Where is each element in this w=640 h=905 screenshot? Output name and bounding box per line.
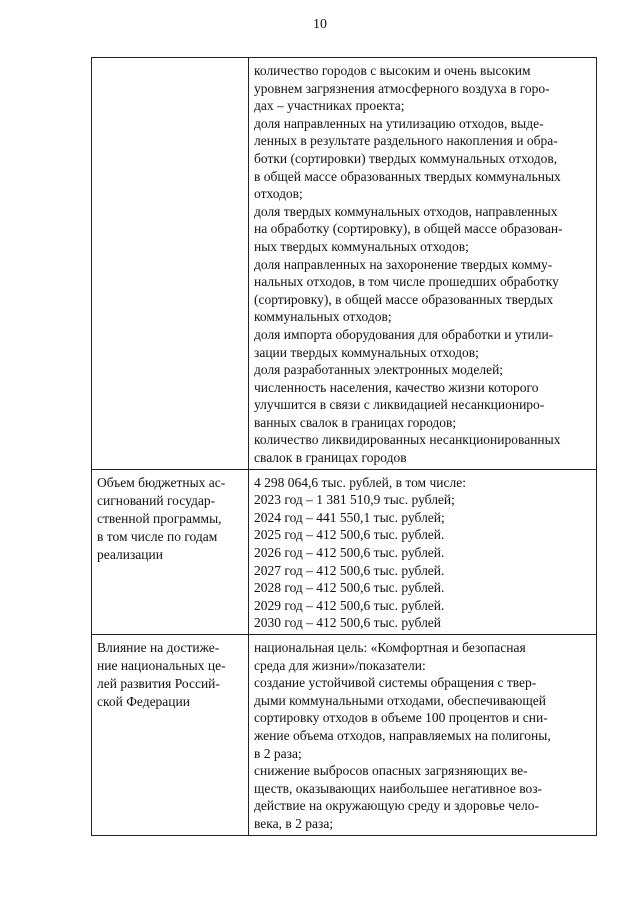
row-content-line: доля твердых коммунальных отходов, направленных xyxy=(254,203,558,219)
row-content-line: отходов; xyxy=(254,186,303,202)
row-content-line: национальная цель: «Комфортная и безопасная xyxy=(254,640,526,655)
row-label-line: лей развития Россий- xyxy=(97,676,220,691)
row-label-line: ние национальных це- xyxy=(97,658,226,673)
row-content-line: в 2 раза; xyxy=(254,745,302,761)
row-content-line: дах – участниках проекта; xyxy=(254,98,405,114)
row-content-line: ленных в результате раздельного накопления и обра- xyxy=(254,133,558,149)
row-label-cell xyxy=(92,58,249,470)
row-content-line: дыми коммунальными отходами, обеспечивающей xyxy=(254,692,546,708)
row-content-line: коммунальных отходов; xyxy=(254,309,392,325)
row-content-line: жение объема отходов, направляемых на полигоны, xyxy=(254,727,551,743)
row-content-line: среда для жизни»/показатели: xyxy=(254,657,426,673)
row-content-line: ванных свалок в границах городов; xyxy=(254,414,457,430)
row-content-line: в общей массе образованных твердых коммунальных xyxy=(254,168,561,184)
row-content-line: количество городов с высоким и очень высоким xyxy=(254,63,531,78)
table-row xyxy=(92,635,597,836)
row-content-line: доля направленных на утилизацию отходов, выде- xyxy=(254,115,544,131)
row-content-line: доля разработанных электронных моделей; xyxy=(254,362,504,378)
row-content-line: свалок в границах городов xyxy=(254,450,407,466)
row-content-cell xyxy=(249,469,597,634)
row-content-line: создание устойчивой системы обращения с твер- xyxy=(254,675,537,691)
row-content-line: 2029 год – 412 500,6 тыс. рублей. xyxy=(254,597,445,613)
row-content-line: 2024 год – 441 550,1 тыс. рублей; xyxy=(254,509,445,525)
row-content-cell xyxy=(249,635,597,836)
row-content-line: ботки (сортировки) твердых коммунальных отходов, xyxy=(254,150,558,166)
row-content-line: численность населения, качество жизни которого xyxy=(254,379,539,395)
row-content-line: 2026 год – 412 500,6 тыс. рублей. xyxy=(254,545,445,561)
row-content-line: ных твердых коммунальных отходов; xyxy=(254,238,469,254)
row-content-line: 2027 год – 412 500,6 тыс. рублей. xyxy=(254,562,445,578)
row-content-line: 2025 год – 412 500,6 тыс. рублей. xyxy=(254,527,445,543)
table-row xyxy=(92,58,597,470)
row-content-line: доля направленных на захоронение твердых комму- xyxy=(254,256,553,272)
row-label-line: Влияние на достиже- xyxy=(97,640,220,655)
row-label-line: Объем бюджетных ас- xyxy=(97,474,226,490)
row-label-cell xyxy=(92,469,249,634)
row-content-line: века, в 2 раза; xyxy=(254,815,334,831)
row-content-line: зации твердых коммунальных отходов; xyxy=(254,344,479,360)
row-content-cell xyxy=(249,58,597,470)
row-content-line: снижение выбросов опасных загрязняющих ве- xyxy=(254,763,528,779)
row-content-line: уровнем загрязнения атмосферного воздуха в горо- xyxy=(254,80,550,96)
row-label-line: ской Федерации xyxy=(97,694,190,709)
row-content-line: нальных отходов, в том числе прошедших обработку xyxy=(254,274,559,290)
table-row xyxy=(92,469,597,634)
row-content-line: количество ликвидированных несанкционированных xyxy=(254,432,561,448)
program-passport-table xyxy=(91,57,597,836)
page-number: 10 xyxy=(313,17,327,32)
row-label-cell xyxy=(92,635,249,836)
row-label-line: сигнований государ- xyxy=(97,492,216,508)
row-content-line: действие на окружающую среду и здоровье чело- xyxy=(254,798,540,814)
row-content-line: улучшится в связи с ликвидацией несанкциониро- xyxy=(254,397,545,413)
row-content-line: 2028 год – 412 500,6 тыс. рублей. xyxy=(254,580,445,596)
row-content-line: ществ, оказывающих наибольшее негативное воз- xyxy=(254,780,543,796)
row-content-line: доля импорта оборудования для обработки и утили- xyxy=(254,326,554,342)
row-content-line: сортировку отходов в объеме 100 процентов и сни- xyxy=(254,710,548,726)
row-content-line: 4 298 064,6 тыс. рублей, в том числе: xyxy=(254,474,466,490)
row-label-line: в том числе по годам xyxy=(97,528,218,544)
row-content-line: (сортировку), в общей массе образованных твердых xyxy=(254,291,554,307)
row-content-line: 2030 год – 412 500,6 тыс. рублей xyxy=(254,615,442,631)
row-label-line: ственной программы, xyxy=(97,510,222,526)
row-content-line: 2023 год – 1 381 510,9 тыс. рублей; xyxy=(254,492,455,508)
row-content-line: на обработку (сортировку), в общей массе образован- xyxy=(254,221,563,237)
row-label-line: реализации xyxy=(97,546,163,562)
